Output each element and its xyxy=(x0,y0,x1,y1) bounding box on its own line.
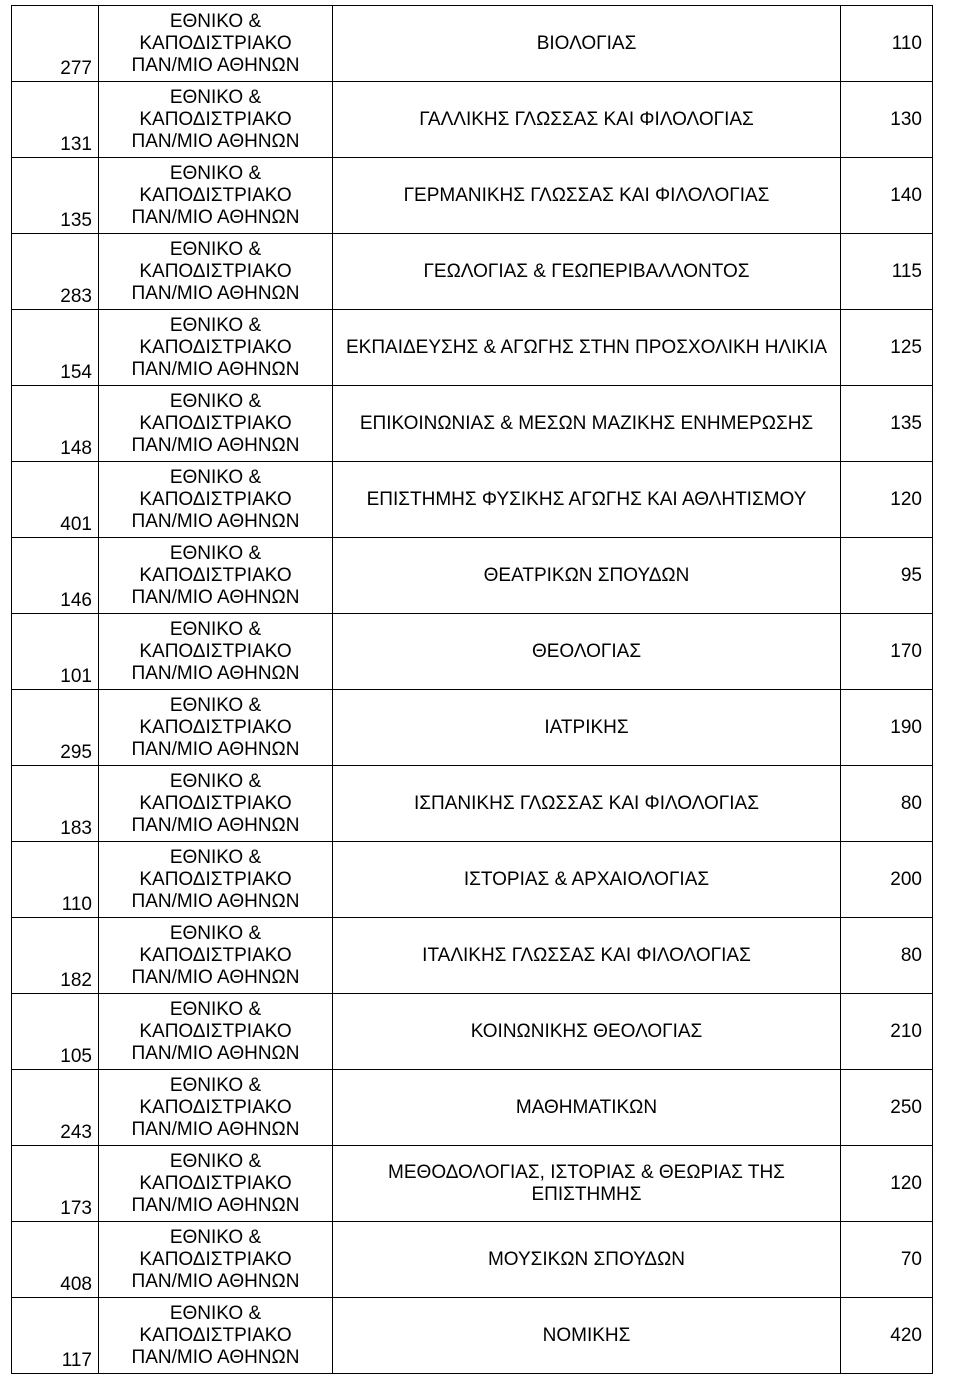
university-name-line-1: ΕΘΝΙΚΟ & xyxy=(169,694,262,716)
admissions-table-body xyxy=(12,6,933,1374)
seats-count: 120 xyxy=(841,462,933,538)
table-row xyxy=(12,614,933,690)
table-row xyxy=(12,6,933,82)
table-row xyxy=(12,158,933,234)
university-name xyxy=(99,766,333,842)
table-row xyxy=(12,918,933,994)
table-row xyxy=(12,538,933,614)
table-row xyxy=(12,386,933,462)
table-row xyxy=(12,462,933,538)
table-row xyxy=(12,310,933,386)
university-name-line-3: ΠΑΝ/ΜΙΟ ΑΘΗΝΩΝ xyxy=(131,206,300,228)
university-name-line-1: ΕΘΝΙΚΟ & xyxy=(169,390,262,412)
department-code: 408 xyxy=(12,1222,99,1298)
department-code: 117 xyxy=(12,1298,99,1374)
university-name xyxy=(99,614,333,690)
seats-count: 95 xyxy=(841,538,933,614)
department-name: ΙΣΠΑΝΙΚΗΣ ΓΛΩΣΣΑΣ ΚΑΙ ΦΙΛΟΛΟΓΙΑΣ xyxy=(333,766,841,842)
department-code: 148 xyxy=(12,386,99,462)
university-name xyxy=(99,234,333,310)
department-name: ΕΠΙΣΤΗΜΗΣ ΦΥΣΙΚΗΣ ΑΓΩΓΗΣ ΚΑΙ ΑΘΛΗΤΙΣΜΟΥ xyxy=(333,462,841,538)
university-name-line-3: ΠΑΝ/ΜΙΟ ΑΘΗΝΩΝ xyxy=(131,510,300,532)
table-row xyxy=(12,690,933,766)
department-name: ΘΕΟΛΟΓΙΑΣ xyxy=(333,614,841,690)
admissions-table xyxy=(11,5,933,1374)
department-code: 110 xyxy=(12,842,99,918)
department-code: 101 xyxy=(12,614,99,690)
university-name-line-2: ΚΑΠΟΔΙΣΤΡΙΑΚΟ xyxy=(139,260,292,282)
university-name-line-2: ΚΑΠΟΔΙΣΤΡΙΑΚΟ xyxy=(139,868,292,890)
department-name: ΕΚΠΑΙΔΕΥΣΗΣ & ΑΓΩΓΗΣ ΣΤΗΝ ΠΡΟΣΧΟΛΙΚΗ ΗΛΙΚΙΑ xyxy=(333,310,841,386)
table-row xyxy=(12,766,933,842)
university-name-line-2: ΚΑΠΟΔΙΣΤΡΙΑΚΟ xyxy=(139,488,292,510)
seats-count: 80 xyxy=(841,918,933,994)
university-name-line-1: ΕΘΝΙΚΟ & xyxy=(169,10,262,32)
university-name-line-1: ΕΘΝΙΚΟ & xyxy=(169,618,262,640)
university-name xyxy=(99,158,333,234)
university-name-line-3: ΠΑΝ/ΜΙΟ ΑΘΗΝΩΝ xyxy=(131,282,300,304)
university-name-line-3: ΠΑΝ/ΜΙΟ ΑΘΗΝΩΝ xyxy=(131,358,300,380)
university-name-line-1: ΕΘΝΙΚΟ & xyxy=(169,922,262,944)
university-name-line-1: ΕΘΝΙΚΟ & xyxy=(169,238,262,260)
seats-count: 115 xyxy=(841,234,933,310)
university-name-line-1: ΕΘΝΙΚΟ & xyxy=(169,542,262,564)
department-name: ΙΣΤΟΡΙΑΣ & ΑΡΧΑΙΟΛΟΓΙΑΣ xyxy=(333,842,841,918)
university-name-line-3: ΠΑΝ/ΜΙΟ ΑΘΗΝΩΝ xyxy=(131,1270,300,1292)
department-code: 154 xyxy=(12,310,99,386)
table-row xyxy=(12,842,933,918)
seats-count: 200 xyxy=(841,842,933,918)
department-code: 283 xyxy=(12,234,99,310)
department-name: ΘΕΑΤΡΙΚΩΝ ΣΠΟΥΔΩΝ xyxy=(333,538,841,614)
university-name-line-2: ΚΑΠΟΔΙΣΤΡΙΑΚΟ xyxy=(139,716,292,738)
university-name-line-2: ΚΑΠΟΔΙΣΤΡΙΑΚΟ xyxy=(139,32,292,54)
seats-count: 135 xyxy=(841,386,933,462)
university-name-line-1: ΕΘΝΙΚΟ & xyxy=(169,1074,262,1096)
university-name-line-1: ΕΘΝΙΚΟ & xyxy=(169,466,262,488)
seats-count: 210 xyxy=(841,994,933,1070)
department-code: 135 xyxy=(12,158,99,234)
department-code: 182 xyxy=(12,918,99,994)
department-name: ΓΕΡΜΑΝΙΚΗΣ ΓΛΩΣΣΑΣ ΚΑΙ ΦΙΛΟΛΟΓΙΑΣ xyxy=(333,158,841,234)
university-name xyxy=(99,1146,333,1222)
university-name xyxy=(99,842,333,918)
university-name xyxy=(99,310,333,386)
university-name-line-2: ΚΑΠΟΔΙΣΤΡΙΑΚΟ xyxy=(139,792,292,814)
university-name-line-3: ΠΑΝ/ΜΙΟ ΑΘΗΝΩΝ xyxy=(131,890,300,912)
university-name-line-1: ΕΘΝΙΚΟ & xyxy=(169,314,262,336)
university-name-line-3: ΠΑΝ/ΜΙΟ ΑΘΗΝΩΝ xyxy=(131,130,300,152)
department-code: 131 xyxy=(12,82,99,158)
university-name-line-2: ΚΑΠΟΔΙΣΤΡΙΑΚΟ xyxy=(139,1248,292,1270)
university-name-line-2: ΚΑΠΟΔΙΣΤΡΙΑΚΟ xyxy=(139,1324,292,1346)
seats-count: 420 xyxy=(841,1298,933,1374)
university-name-line-2: ΚΑΠΟΔΙΣΤΡΙΑΚΟ xyxy=(139,564,292,586)
seats-count: 110 xyxy=(841,6,933,82)
university-name-line-3: ΠΑΝ/ΜΙΟ ΑΘΗΝΩΝ xyxy=(131,586,300,608)
seats-count: 120 xyxy=(841,1146,933,1222)
seats-count: 70 xyxy=(841,1222,933,1298)
table-row xyxy=(12,82,933,158)
university-name-line-3: ΠΑΝ/ΜΙΟ ΑΘΗΝΩΝ xyxy=(131,1118,300,1140)
university-name xyxy=(99,918,333,994)
department-name: ΙΤΑΛΙΚΗΣ ΓΛΩΣΣΑΣ ΚΑΙ ΦΙΛΟΛΟΓΙΑΣ xyxy=(333,918,841,994)
university-name-line-3: ΠΑΝ/ΜΙΟ ΑΘΗΝΩΝ xyxy=(131,662,300,684)
seats-count: 140 xyxy=(841,158,933,234)
university-name-line-2: ΚΑΠΟΔΙΣΤΡΙΑΚΟ xyxy=(139,412,292,434)
university-name-line-2: ΚΑΠΟΔΙΣΤΡΙΑΚΟ xyxy=(139,336,292,358)
department-name: ΜΕΘΟΔΟΛΟΓΙΑΣ, ΙΣΤΟΡΙΑΣ & ΘΕΩΡΙΑΣ ΤΗΣ ΕΠΙΣΤΗΜΗΣ xyxy=(333,1146,841,1222)
department-code: 105 xyxy=(12,994,99,1070)
university-name-line-1: ΕΘΝΙΚΟ & xyxy=(169,998,262,1020)
department-name: ΓΕΩΛΟΓΙΑΣ & ΓΕΩΠΕΡΙΒΑΛΛΟΝΤΟΣ xyxy=(333,234,841,310)
department-name: ΕΠΙΚΟΙΝΩΝΙΑΣ & ΜΕΣΩΝ ΜΑΖΙΚΗΣ ΕΝΗΜΕΡΩΣΗΣ xyxy=(333,386,841,462)
university-name-line-1: ΕΘΝΙΚΟ & xyxy=(169,86,262,108)
university-name-line-2: ΚΑΠΟΔΙΣΤΡΙΑΚΟ xyxy=(139,640,292,662)
university-name xyxy=(99,82,333,158)
department-name: ΙΑΤΡΙΚΗΣ xyxy=(333,690,841,766)
university-name-line-3: ΠΑΝ/ΜΙΟ ΑΘΗΝΩΝ xyxy=(131,966,300,988)
university-name-line-3: ΠΑΝ/ΜΙΟ ΑΘΗΝΩΝ xyxy=(131,1194,300,1216)
seats-count: 130 xyxy=(841,82,933,158)
department-name: ΜΟΥΣΙΚΩΝ ΣΠΟΥΔΩΝ xyxy=(333,1222,841,1298)
table-row xyxy=(12,234,933,310)
seats-count: 125 xyxy=(841,310,933,386)
university-name xyxy=(99,6,333,82)
university-name-line-3: ΠΑΝ/ΜΙΟ ΑΘΗΝΩΝ xyxy=(131,54,300,76)
university-name xyxy=(99,690,333,766)
university-name-line-1: ΕΘΝΙΚΟ & xyxy=(169,846,262,868)
university-name-line-2: ΚΑΠΟΔΙΣΤΡΙΑΚΟ xyxy=(139,1020,292,1042)
university-name-line-3: ΠΑΝ/ΜΙΟ ΑΘΗΝΩΝ xyxy=(131,1346,300,1368)
seats-count: 80 xyxy=(841,766,933,842)
department-name: ΓΑΛΛΙΚΗΣ ΓΛΩΣΣΑΣ ΚΑΙ ΦΙΛΟΛΟΓΙΑΣ xyxy=(333,82,841,158)
department-name: ΒΙΟΛΟΓΙΑΣ xyxy=(333,6,841,82)
department-name: ΚΟΙΝΩΝΙΚΗΣ ΘΕΟΛΟΓΙΑΣ xyxy=(333,994,841,1070)
university-name-line-1: ΕΘΝΙΚΟ & xyxy=(169,1302,262,1324)
university-name-line-1: ΕΘΝΙΚΟ & xyxy=(169,1226,262,1248)
university-name xyxy=(99,538,333,614)
department-code: 277 xyxy=(12,6,99,82)
table-row xyxy=(12,1298,933,1374)
university-name xyxy=(99,1070,333,1146)
university-name xyxy=(99,462,333,538)
department-name: ΜΑΘΗΜΑΤΙΚΩΝ xyxy=(333,1070,841,1146)
university-name-line-3: ΠΑΝ/ΜΙΟ ΑΘΗΝΩΝ xyxy=(131,1042,300,1064)
table-row xyxy=(12,1222,933,1298)
seats-count: 170 xyxy=(841,614,933,690)
university-name xyxy=(99,1298,333,1374)
university-name-line-1: ΕΘΝΙΚΟ & xyxy=(169,1150,262,1172)
department-code: 183 xyxy=(12,766,99,842)
department-code: 295 xyxy=(12,690,99,766)
seats-count: 250 xyxy=(841,1070,933,1146)
university-name-line-3: ΠΑΝ/ΜΙΟ ΑΘΗΝΩΝ xyxy=(131,738,300,760)
university-name-line-2: ΚΑΠΟΔΙΣΤΡΙΑΚΟ xyxy=(139,1172,292,1194)
university-name-line-1: ΕΘΝΙΚΟ & xyxy=(169,162,262,184)
department-code: 243 xyxy=(12,1070,99,1146)
university-name-line-1: ΕΘΝΙΚΟ & xyxy=(169,770,262,792)
university-name-line-3: ΠΑΝ/ΜΙΟ ΑΘΗΝΩΝ xyxy=(131,434,300,456)
university-name-line-2: ΚΑΠΟΔΙΣΤΡΙΑΚΟ xyxy=(139,1096,292,1118)
department-name: ΝΟΜΙΚΗΣ xyxy=(333,1298,841,1374)
university-name xyxy=(99,1222,333,1298)
university-name-line-3: ΠΑΝ/ΜΙΟ ΑΘΗΝΩΝ xyxy=(131,814,300,836)
university-name-line-2: ΚΑΠΟΔΙΣΤΡΙΑΚΟ xyxy=(139,184,292,206)
department-code: 146 xyxy=(12,538,99,614)
university-name xyxy=(99,386,333,462)
department-code: 173 xyxy=(12,1146,99,1222)
table-row xyxy=(12,994,933,1070)
university-name xyxy=(99,994,333,1070)
university-name-line-2: ΚΑΠΟΔΙΣΤΡΙΑΚΟ xyxy=(139,108,292,130)
table-row xyxy=(12,1146,933,1222)
table-row xyxy=(12,1070,933,1146)
seats-count: 190 xyxy=(841,690,933,766)
university-name-line-2: ΚΑΠΟΔΙΣΤΡΙΑΚΟ xyxy=(139,944,292,966)
department-code: 401 xyxy=(12,462,99,538)
